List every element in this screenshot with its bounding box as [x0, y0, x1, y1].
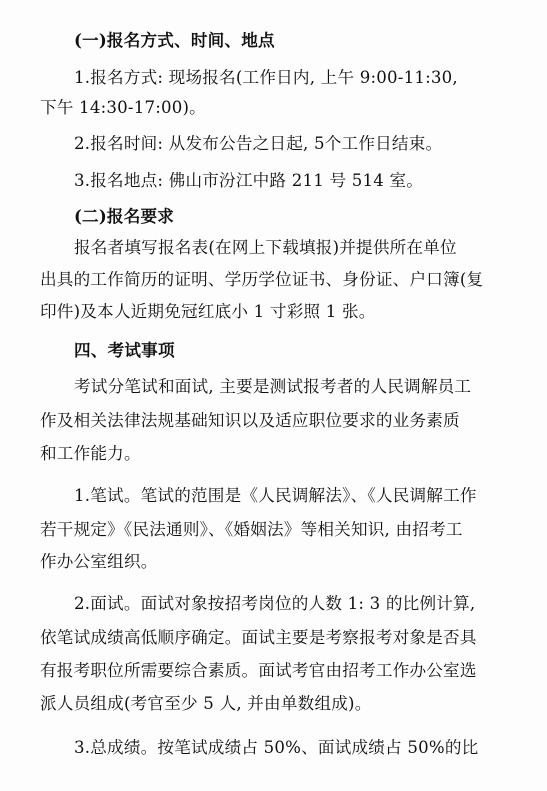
paragraph-line: 1.笔试。笔试的范围是《人民调解法》、《人民调解工作	[74, 486, 477, 505]
heading-registration-method: (一)报名方式、时间、地点	[74, 30, 275, 50]
paragraph-line: 1.报名方式: 现场报名(工作日内, 上午 9:00-11:30,	[74, 68, 458, 87]
paragraph-line: 3.总成绩。按笔试成绩占 50%、面试成绩占 50%的比	[74, 738, 479, 757]
paragraph-line: 出具的工作简历的证明、学历学位证书、身份证、户口簿(复	[40, 270, 484, 289]
paragraph-line: 和工作能力。	[40, 444, 141, 463]
paragraph-line: 印件)及本人近期免冠红底小 1 寸彩照 1 张。	[40, 302, 376, 321]
paragraph-line: 作办公室组织。	[40, 552, 158, 571]
paragraph-line: 2.报名时间: 从发布公告之日起, 5个工作日结束。	[74, 134, 443, 153]
paragraph-line: 有报考职位所需要综合素质。面试考官由招考工作办公室选	[40, 661, 477, 680]
paragraph-line: 若干规定》《民法通则》、《婚姻法》等相关知识, 由招考工	[40, 520, 463, 539]
heading-exam-matters: 四、考试事项	[74, 340, 175, 360]
paragraph-line: 3.报名地点: 佛山市汾江中路 211 号 514 室。	[74, 171, 424, 190]
paragraph-line: 下午 14:30-17:00)。	[40, 98, 206, 117]
paragraph-line: 2.面试。面试对象按招考岗位的人数 1: 3 的比例计算,	[74, 594, 476, 613]
heading-registration-requirements: (二)报名要求	[74, 206, 175, 226]
paragraph-line: 作及相关法律法规基础知识以及适应职位要求的业务素质	[40, 411, 460, 430]
paragraph-line: 报名者填写报名表(在网上下载填报)并提供所在单位	[74, 238, 457, 257]
paragraph-line: 考试分笔试和面试, 主要是测试报考者的人民调解员工	[74, 377, 472, 396]
paragraph-line: 依笔试成绩高低顺序确定。面试主要是考察报考对象是否具	[40, 628, 477, 647]
paragraph-line: 派人员组成(考官至少 5 人, 并由单数组成)。	[40, 694, 372, 713]
